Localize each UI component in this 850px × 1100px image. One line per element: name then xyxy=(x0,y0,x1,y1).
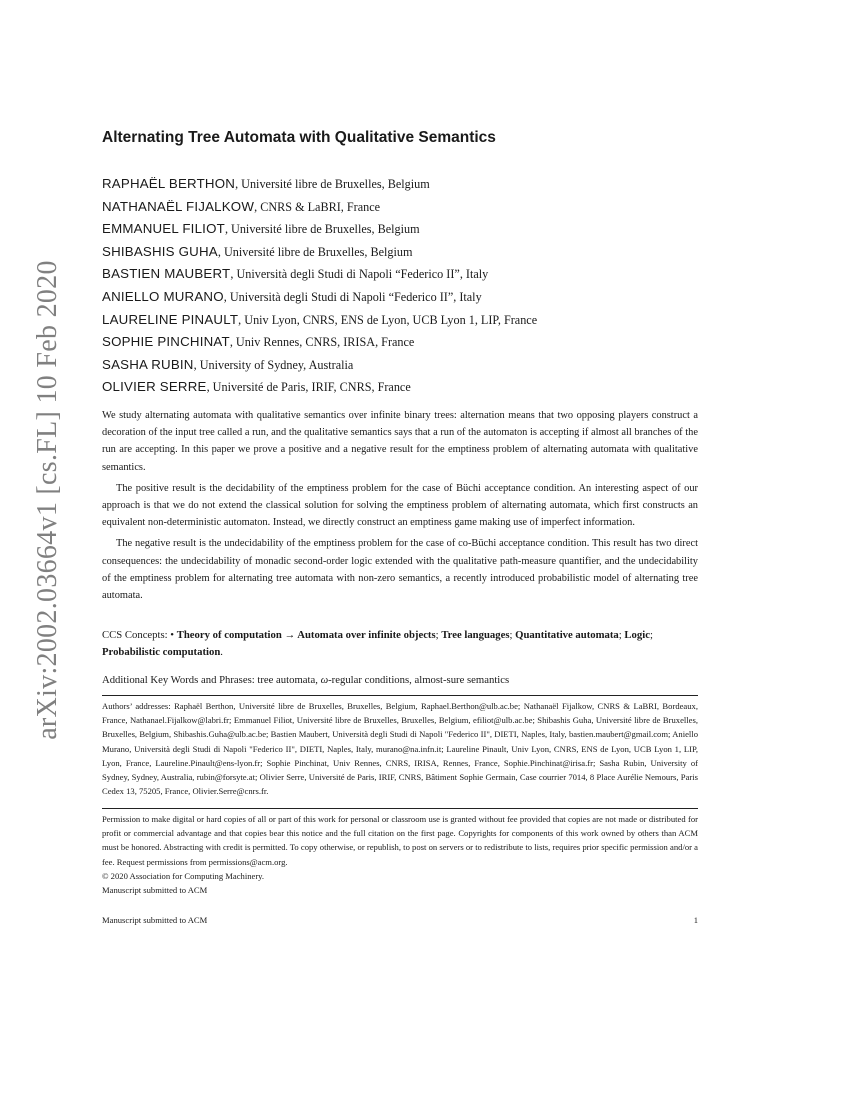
author-name: BASTIEN MAUBERT xyxy=(102,266,231,282)
author-name: NATHANAËL FIJALKOW xyxy=(102,198,255,214)
author-affiliation: , CNRS & LaBRI, France xyxy=(254,199,381,214)
permission-divider xyxy=(102,808,698,809)
author-affiliation: , University of Sydney, Australia xyxy=(193,357,354,372)
abstract xyxy=(102,407,698,608)
paper-title: Alternating Tree Automata with Qualitative Semantics xyxy=(102,129,496,146)
submission-line: Manuscript submitted to ACM xyxy=(102,885,208,896)
author-list xyxy=(102,176,537,402)
ccs-term: Theory of computation → Automata over infinite objects xyxy=(176,629,436,641)
permission-notice xyxy=(102,812,698,897)
author-affiliation: , Università degli Studi di Napoli “Federico II”, Italy xyxy=(223,289,482,304)
author-affiliation: , Université libre de Bruxelles, Belgium xyxy=(235,177,430,191)
ccs-separator: ; xyxy=(649,629,653,641)
author-name: OLIVIER SERRE xyxy=(102,379,207,395)
authors-addresses: Authors’ addresses: Raphaël Berthon, Université libre de Bruxelles, Bruxelles, Belgium, Raphael.Berthon@ulb.ac.be; Nathanaël Fijalkow, CNRS & LaBRI, Bordeaux, France, Nathanael.Fijalkow@labri.fr; Emmanuel Filiot, Université libre de Bruxelles, Bruxelles, Belgium, efiliot@ulb.ac.be; Shibashis Guha, Université libre de Bruxelles, Bruxelles, Belgium, Shibashis.Guha@ulb.ac.be; Bastien Maubert, Università degli Studi di Napoli "Federico II", DIETI, Naples, Italy, bastien.maubert@gmail.com; Aniello Murano, Università degli Studi di Napoli "Federico II", DIETI, Naples, Italy, murano@na.infn.it; Laureline Pinault, Univ Lyon, CNRS, ENS de Lyon, UCB Lyon 1, LIP, Lyon, France, Laureline.Pinault@ens-lyon.fr; Sophie Pinchinat, Univ Rennes, CNRS, IRISA, Rennes, France, Sophie.Pinchinat@irisa.fr; Sasha Rubin, University of Sydney, Sydney, Australia, rubin@forsyte.at; Olivier Serre, Université de Paris, IRIF, CNRS, Bâtiment Sophie Germain, Case courrier 7014, 8 Place Aurélie Nemours, Paris Cedex 13, 75205, France, Olivier.Serre@cnrs.fr. xyxy=(102,701,698,797)
author-entry xyxy=(102,176,537,199)
abstract-paragraph-1: We study alternating automata with qualitative semantics over infinite binary trees: alternation means that two opposing players construct a decoration of the input tree called a run, and the qualitative semantics says that a run of the automaton is accepting if almost all branches of the run are accepting. In this paper we prove a positive and a negative result for the emptiness problem of alternating automata with qualitative semantics. xyxy=(102,410,698,473)
copyright-line: © 2020 Association for Computing Machinery. xyxy=(102,870,265,881)
author-name: RAPHAËL BERTHON xyxy=(102,176,236,191)
page-footer xyxy=(102,915,698,925)
footnote-divider xyxy=(102,695,698,696)
author-entry xyxy=(102,244,537,267)
author-name: LAURELINE PINAULT xyxy=(102,311,239,327)
ccs-separator: ; xyxy=(435,629,442,641)
author-entry xyxy=(102,312,537,335)
arxiv-identifier-stamp: arXiv:2002.03664v1 [cs.FL] 10 Feb 2020 xyxy=(32,260,63,740)
author-name: ANIELLO MURANO xyxy=(102,288,224,304)
author-affiliation: , Université de Paris, IRIF, CNRS, France xyxy=(206,380,411,395)
ccs-separator: ; xyxy=(509,629,516,641)
ccs-concepts xyxy=(102,627,698,661)
page-number: 1 xyxy=(693,915,698,925)
author-affiliation: , Univ Rennes, CNRS, IRISA, France xyxy=(229,335,415,350)
author-entry xyxy=(102,199,537,222)
author-name: EMMANUEL FILIOT xyxy=(102,221,225,237)
author-entry xyxy=(102,357,537,380)
ccs-separator: ; xyxy=(618,629,625,641)
footer-journal: Manuscript submitted to ACM xyxy=(102,915,208,925)
author-affiliation: , Università degli Studi di Napoli “Federico II”, Italy xyxy=(230,267,489,282)
abstract-paragraph-3: The negative result is the undecidability of the emptiness problem for the case of co-Büchi acceptance condition. This result has two direct consequences: the undecidability of monadic second-order logic extended with the qualitative path-measure quantifier, and the undecidability of the emptiness problem for alternating tree automata with non-zero semantics, a recently introduced probabilistic model of alternating tree automata. xyxy=(102,538,698,602)
abstract-paragraph-2: The positive result is the decidability of the emptiness problem for the case of Büchi acceptance condition. An interesting aspect of our approach is that we do not extend the classical solution for solving the emptiness problem of alternating automata, which first constructs an equivalent non-deterministic automaton. Instead, we directly construct an emptiness game making use of imperfect information. xyxy=(102,482,698,529)
author-affiliation: , Univ Lyon, CNRS, ENS de Lyon, UCB Lyon 1, LIP, France xyxy=(238,312,538,327)
author-entry xyxy=(102,289,537,312)
keywords-rest: -regular conditions, almost-sure semantics xyxy=(328,674,510,686)
author-affiliation: , Université libre de Bruxelles, Belgium xyxy=(224,222,420,237)
author-affiliation: , Université libre de Bruxelles, Belgium xyxy=(217,244,413,259)
keywords-label: Additional Key Words and Phrases: tree automata, xyxy=(102,674,321,686)
author-name: SHIBASHIS GUHA xyxy=(102,243,218,259)
author-name: SASHA RUBIN xyxy=(102,356,194,372)
author-entry xyxy=(102,379,537,402)
additional-keywords xyxy=(102,672,698,689)
omega-symbol: ω xyxy=(320,674,329,686)
ccs-term: Probabilistic computation xyxy=(102,646,221,658)
ccs-term: Logic xyxy=(624,629,650,641)
ccs-label: CCS Concepts: • xyxy=(102,629,175,641)
author-entry xyxy=(102,334,537,357)
ccs-term: Quantitative automata xyxy=(515,629,619,641)
ccs-end: . xyxy=(220,646,223,658)
author-entry xyxy=(102,221,537,244)
author-entry xyxy=(102,266,537,289)
permission-text: Permission to make digital or hard copies of all or part of this work for personal or classroom use is granted without fee provided that copies are not made or distributed for profit or commercial advantage and that copies bear this notice and the full citation on the first page. Copyrights for components of this work owned by others than ACM must be honored. Abstracting with credit is permitted. To copy otherwise, or republish, to post on servers or to redistribute to lists, requires prior specific permission and/or a fee. Request permissions from permissions@acm.org. xyxy=(102,814,698,867)
author-name: SOPHIE PINCHINAT xyxy=(102,334,230,350)
ccs-term: Tree languages xyxy=(441,629,510,641)
